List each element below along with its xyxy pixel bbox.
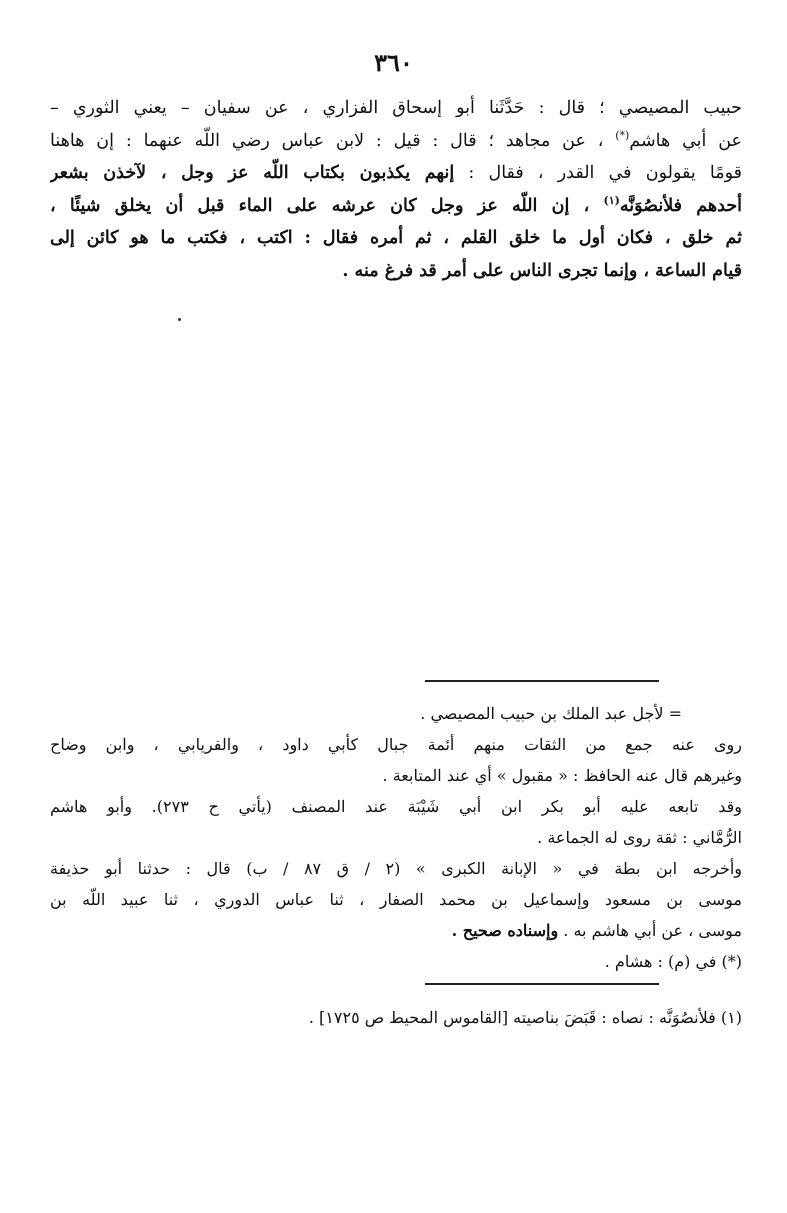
footnote-separator-bottom — [425, 983, 659, 985]
footnote-line: روى عنه جمع من الثقات منهم أئمة جبال كأبي داود ، والفريابي ، وابن وضاح — [50, 735, 742, 754]
footnote-line: الرُّمَّاني : ثقة روى له الجماعة . — [537, 828, 742, 847]
main-text-line: حبيب المصيصي ؛ قال : حَدَّثَنا أبو إسحاق الفزاري ، عن سفيان – يعني الثوري – — [50, 98, 742, 118]
footnote-line: وقد تابعه عليه أبو بكر ابن أبي شَيْبَة عند المصنف (يأتي ح ٢٧٣). وأبو هاشم — [50, 797, 742, 816]
footnote-line: (*) في (م) : هشام . — [604, 952, 742, 971]
text-run: ، إن اللّه عز وجل كان عرشه على الماء قبل أن يخلق شيئًا ، — [50, 195, 604, 216]
footnote-1: (١) فلأنصُوَنَّه : نصاه : قَبَضَ بناصيته [القاموس المحيط ص ١٧٢٥] . — [308, 1008, 742, 1027]
footnote-line: موسى بن مسعود وإسماعيل بن محمد الصفار ، ثنا عباس الدوري ، ثنا عبيد اللّه بن — [50, 890, 742, 909]
footnotes — [50, 698, 742, 977]
main-text — [50, 92, 742, 287]
main-text-line — [50, 157, 742, 190]
ink-dot — [178, 318, 181, 321]
footnote-line: وغيرهم قال عنه الحافظ : « مقبول » أي عند المتابعة . — [382, 766, 742, 785]
footnote-marker-star: (*) — [615, 128, 630, 142]
main-text-line — [50, 125, 742, 158]
text-run: ، عن مجاهد ؛ قال : قيل : لابن عباس رضي اللّه عنهما : إن هاهنا — [50, 130, 616, 151]
text-run: عن أبي هاشم — [629, 130, 742, 151]
footnote-line: = لأجل عبد الملك بن حبيب المصيصي . — [420, 704, 682, 723]
text-run: أحدهم فلأنصُوَنَّه — [619, 195, 742, 216]
text-run: موسى ، عن أبي هاشم به . — [558, 921, 742, 940]
page-number: ٣٦٠ — [374, 48, 413, 77]
hadith-text: إنهم يكذبون بكتاب اللّه عز وجل ، لآخذن بشعر — [50, 163, 455, 183]
footnote-marker-1: (١) — [603, 193, 620, 207]
grading-text: وإسناده صحيح . — [451, 921, 559, 940]
footnote-line: وأخرجه ابن بطة في « الإبانة الكبرى » (٢ / ق ٨٧ / ب) قال : حدثنا أبو حذيفة — [50, 859, 742, 878]
footnote-line — [50, 915, 742, 946]
main-text-line — [50, 190, 742, 223]
main-text-line: قيام الساعة ، وإنما تجرى الناس على أمر قد فرغ منه . — [342, 260, 742, 281]
main-text-line: ثم خلق ، فكان أول ما خلق القلم ، ثم أمره فقال : اكتب ، فكتب ما هو كائن إلى — [50, 228, 742, 248]
text-run: قومًا يقولون في القدر ، فقال : — [454, 163, 742, 183]
footnote-separator-top — [425, 680, 659, 682]
